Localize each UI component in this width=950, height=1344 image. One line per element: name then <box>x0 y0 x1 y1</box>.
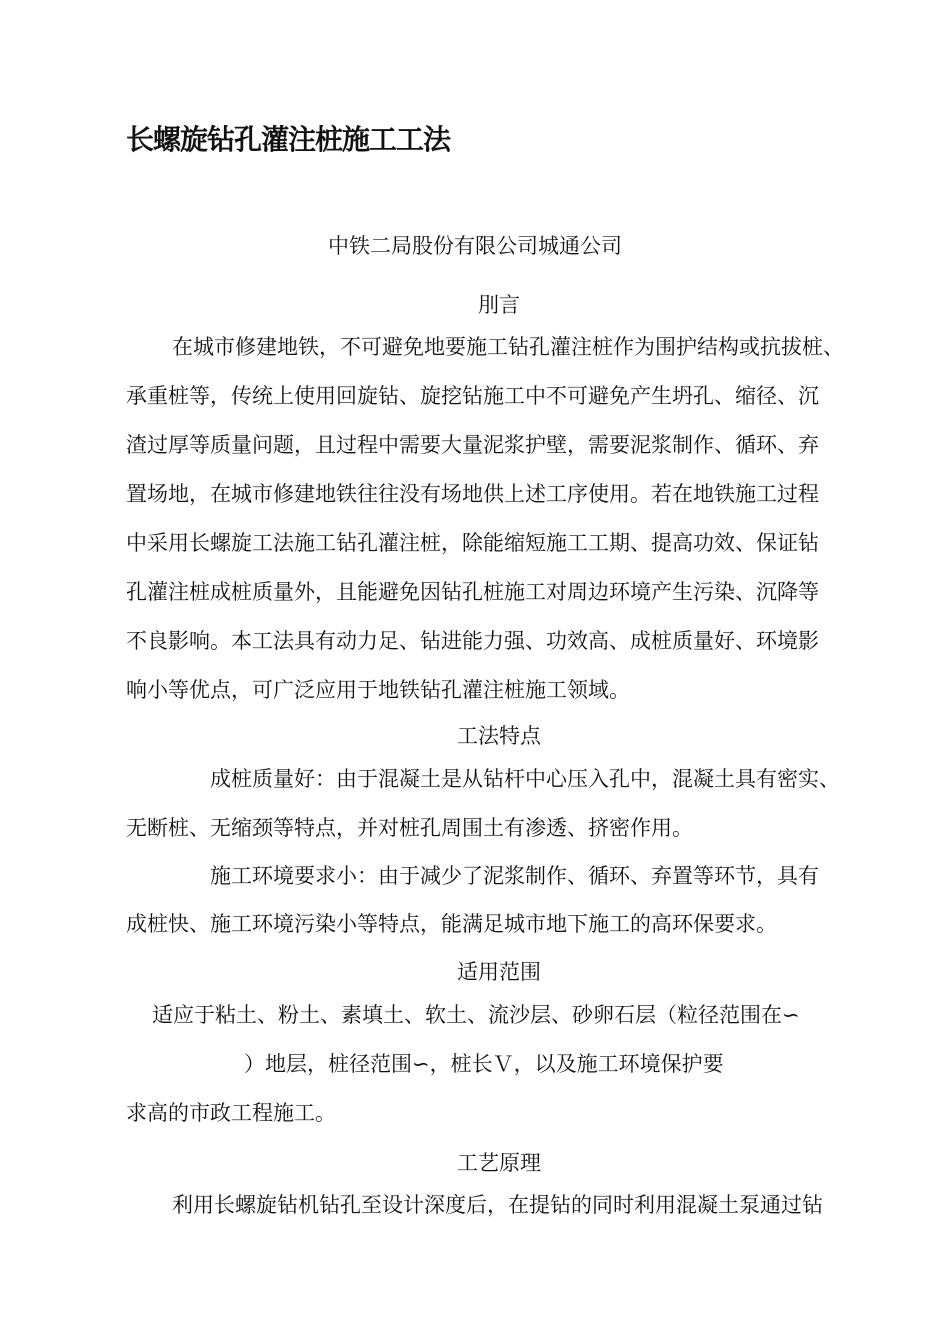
preface-line: 承重桩等，传统上使用回旋钻、旋挖钻施工中不可避免产生坍孔、缩径、沉 <box>126 384 819 408</box>
preface-line: 渣过厚等质量问题，且过程中需要大量泥浆护壁，需要泥浆制作、循环、弃 <box>126 433 819 457</box>
features-line: 成桩质量好：由于混凝土是从钻杆中心压入孔中，混凝土具有密实、 <box>210 767 840 791</box>
preface-line: 孔灌注桩成桩质量外，且能避免因钻孔桩施工对周边环境产生污染、沉降等 <box>126 580 819 604</box>
preface-line: 中采用长螺旋工法施工钻孔灌注桩，除能缩短施工工期、提高功效、保证钻 <box>126 531 819 555</box>
features-line: 成桩快、施工环境污染小等特点，能满足城市地下施工的高环保要求。 <box>126 912 777 936</box>
scope-line: 求高的市政工程施工。 <box>126 1101 336 1125</box>
company-name: 中铁二局股份有限公司城通公司 <box>328 234 622 258</box>
preface-heading: 刖言 <box>478 293 520 317</box>
preface-line: 响小等优点，可广泛应用于地铁钻孔灌注桩施工领域。 <box>126 678 630 702</box>
document-title: 长螺旋钻孔灌注桩施工工法 <box>126 123 451 156</box>
principle-heading: 工艺原理 <box>457 1151 541 1175</box>
principle-line: 利用长螺旋钻机钻孔至设计深度后，在提钻的同时利用混凝土泵通过钻 <box>172 1193 823 1217</box>
scope-heading: 适用范围 <box>457 960 541 984</box>
features-line: 施工环境要求小：由于减少了泥浆制作、循环、弃置等环节，具有 <box>210 864 819 888</box>
features-heading: 工法特点 <box>457 724 541 748</box>
scope-line: 适应于粘土、粉土、素填土、软土、流沙层、砂卵石层（粒径范围在∽ <box>152 1003 800 1027</box>
preface-line: 不良影响。本工法具有动力足、钻进能力强、功效高、成桩质量好、环境影 <box>126 629 819 653</box>
scope-line: ）地层，桩径范围∽，桩长Ｖ，以及施工环境保护要 <box>244 1052 724 1076</box>
preface-line: 在城市修建地铁，不可避免地要施工钻孔灌注桩作为围护结构或抗拔桩、 <box>172 335 844 359</box>
preface-line: 置场地，在城市修建地铁往往没有场地供上述工序使用。若在地铁施工过程 <box>126 482 819 506</box>
features-line: 无断桩、无缩颈等特点，并对桩孔周围土有渗透、挤密作用。 <box>126 816 693 840</box>
